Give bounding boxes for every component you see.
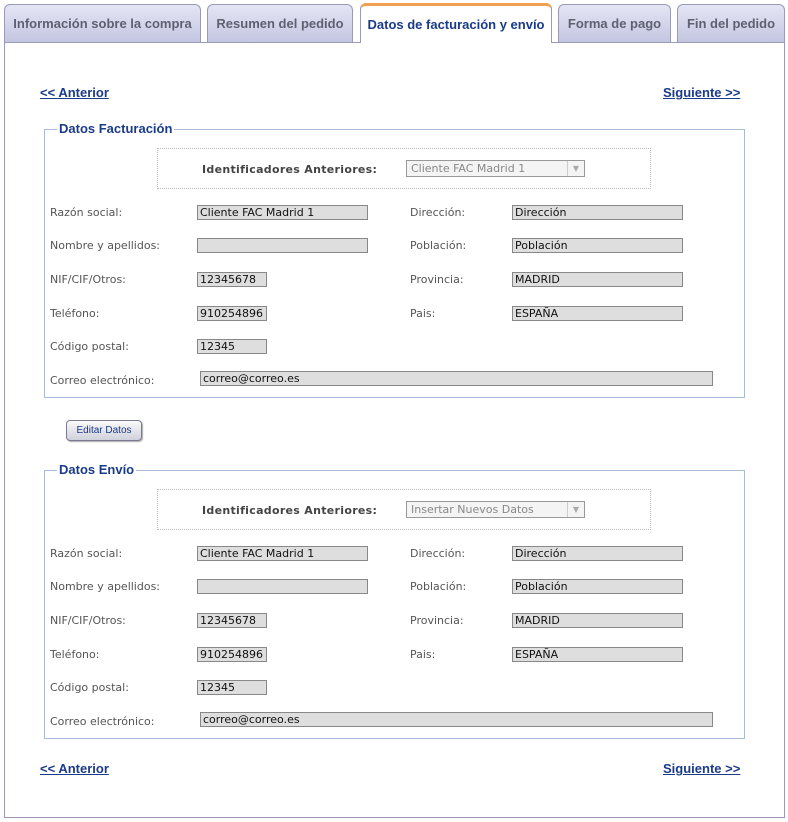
edit-data-button[interactable]: Editar Datos [66, 420, 142, 441]
billing-fieldset [44, 121, 745, 398]
shipping-razon-input[interactable]: Cliente FAC Madrid 1 [197, 546, 368, 561]
shipping-direccion-input[interactable]: Dirección [512, 546, 683, 561]
billing-razon-label: Razón social: [50, 206, 123, 219]
billing-correo-label: Correo electrónico: [50, 374, 155, 387]
shipping-cp-input[interactable]: 12345 [197, 680, 267, 695]
shipping-pais-input[interactable]: ESPAÑA [512, 647, 683, 662]
shipping-poblacion-label: Población: [410, 580, 467, 593]
billing-provincia-input[interactable]: MADRID [512, 272, 683, 287]
shipping-provincia-input[interactable]: MADRID [512, 613, 683, 628]
shipping-nombre-label: Nombre y apellidos: [50, 580, 161, 593]
billing-razon-input[interactable]: Cliente FAC Madrid 1 [197, 205, 368, 220]
shipping-identifiers-box [157, 489, 651, 530]
chevron-down-icon: ▼ [567, 502, 584, 517]
shipping-cp-label: Código postal: [50, 681, 129, 694]
shipping-telefono-input[interactable]: 910254896 [197, 647, 267, 662]
billing-nombre-label: Nombre y apellidos: [50, 239, 161, 252]
shipping-identifiers-select[interactable] [406, 501, 585, 518]
shipping-identifiers-selected: Insertar Nuevos Datos [411, 503, 534, 516]
shipping-telefono-label: Teléfono: [50, 648, 100, 661]
shipping-correo-input[interactable]: correo@correo.es [200, 712, 713, 727]
billing-correo-input[interactable]: correo@correo.es [200, 371, 713, 386]
billing-nombre-input[interactable] [197, 238, 368, 253]
billing-cp-input[interactable]: 12345 [197, 339, 267, 354]
billing-poblacion-input[interactable]: Población [512, 238, 683, 253]
shipping-direccion-label: Dirección: [410, 547, 466, 560]
billing-provincia-label: Provincia: [410, 273, 464, 286]
billing-pais-label: Pais: [410, 307, 436, 320]
billing-telefono-label: Teléfono: [50, 307, 100, 320]
prev-link-top[interactable]: << Anterior [40, 85, 109, 100]
tab-resumen-pedido[interactable]: Resumen del pedido [207, 4, 353, 42]
billing-identifiers-box [157, 148, 651, 189]
shipping-nombre-input[interactable] [197, 579, 368, 594]
billing-poblacion-label: Población: [410, 239, 467, 252]
shipping-nif-label: NIF/CIF/Otros: [50, 614, 126, 627]
shipping-fieldset [44, 462, 745, 739]
shipping-correo-label: Correo electrónico: [50, 715, 155, 728]
chevron-down-icon: ▼ [567, 161, 584, 176]
shipping-legend: Datos Envío [59, 462, 135, 477]
prev-link-bottom[interactable]: << Anterior [40, 761, 109, 776]
shipping-poblacion-input[interactable]: Población [512, 579, 683, 594]
billing-identifiers-select[interactable] [406, 160, 585, 177]
billing-pais-input[interactable]: ESPAÑA [512, 306, 683, 321]
shipping-nif-input[interactable]: 12345678 [197, 613, 267, 628]
shipping-identifiers-label: Identificadores Anteriores: [202, 504, 378, 517]
billing-cp-label: Código postal: [50, 340, 129, 353]
billing-telefono-input[interactable]: 910254896 [197, 306, 267, 321]
billing-legend: Datos Facturación [59, 121, 173, 136]
shipping-razon-label: Razón social: [50, 547, 123, 560]
next-link-top[interactable]: Siguiente >> [663, 85, 741, 100]
shipping-provincia-label: Provincia: [410, 614, 464, 627]
billing-nif-input[interactable]: 12345678 [197, 272, 267, 287]
tab-fin-pedido[interactable]: Fin del pedido [677, 4, 785, 42]
next-link-bottom[interactable]: Siguiente >> [663, 761, 741, 776]
tab-datos-facturacion-envio[interactable]: Datos de facturación y envío [360, 3, 552, 43]
tab-forma-pago[interactable]: Forma de pago [558, 4, 671, 42]
billing-identifiers-label: Identificadores Anteriores: [202, 163, 378, 176]
billing-identifiers-selected: Cliente FAC Madrid 1 [411, 162, 526, 175]
billing-direccion-input[interactable]: Dirección [512, 205, 683, 220]
billing-direccion-label: Dirección: [410, 206, 466, 219]
tab-informacion-compra[interactable]: Información sobre la compra [4, 4, 201, 42]
shipping-pais-label: Pais: [410, 648, 436, 661]
billing-nif-label: NIF/CIF/Otros: [50, 273, 126, 286]
